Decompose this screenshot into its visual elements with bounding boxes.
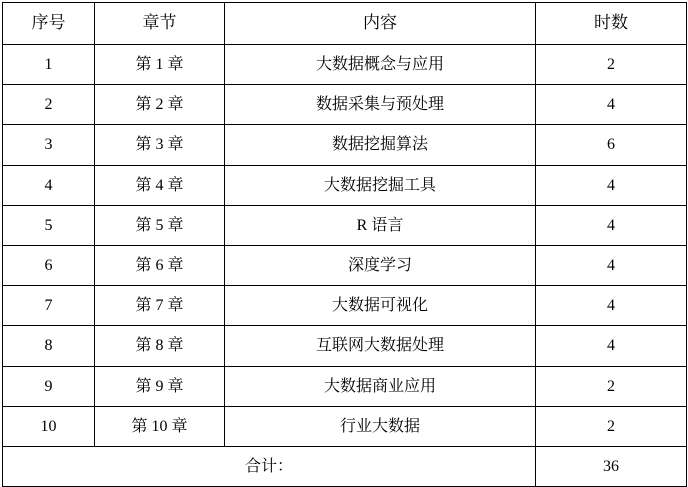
cell-chapter: 第 4 章	[95, 165, 225, 205]
cell-content: R 语言	[225, 205, 536, 245]
table-row	[3, 406, 687, 446]
header-cell-index: 序号	[3, 3, 95, 45]
table-body	[3, 3, 687, 487]
header-cell-content: 内容	[225, 3, 536, 45]
cell-content: 行业大数据	[225, 406, 536, 446]
cell-content: 数据挖掘算法	[225, 125, 536, 165]
cell-content: 深度学习	[225, 245, 536, 285]
table-row	[3, 165, 687, 205]
cell-index: 9	[3, 366, 95, 406]
cell-index: 2	[3, 85, 95, 125]
cell-hours: 4	[536, 326, 687, 366]
cell-chapter: 第 7 章	[95, 286, 225, 326]
cell-index: 4	[3, 165, 95, 205]
total-label: 合计：	[3, 446, 536, 486]
table-row	[3, 125, 687, 165]
table-row	[3, 205, 687, 245]
cell-content: 数据采集与预处理	[225, 85, 536, 125]
cell-hours: 4	[536, 165, 687, 205]
document-page	[0, 2, 688, 475]
cell-content: 互联网大数据处理	[225, 326, 536, 366]
cell-chapter: 第 10 章	[95, 406, 225, 446]
cell-index: 5	[3, 205, 95, 245]
cell-chapter: 第 1 章	[95, 45, 225, 85]
table-total-row	[3, 446, 687, 486]
table-row	[3, 45, 687, 85]
table-row	[3, 326, 687, 366]
table-row	[3, 366, 687, 406]
cell-hours: 4	[536, 245, 687, 285]
table-row	[3, 286, 687, 326]
cell-hours: 4	[536, 286, 687, 326]
cell-index: 6	[3, 245, 95, 285]
cell-hours: 2	[536, 366, 687, 406]
cell-chapter: 第 6 章	[95, 245, 225, 285]
cell-chapter: 第 8 章	[95, 326, 225, 366]
table-row	[3, 85, 687, 125]
cell-chapter: 第 2 章	[95, 85, 225, 125]
header-cell-hours: 时数	[536, 3, 687, 45]
cell-hours: 2	[536, 45, 687, 85]
cell-index: 7	[3, 286, 95, 326]
cell-chapter: 第 3 章	[95, 125, 225, 165]
cell-chapter: 第 9 章	[95, 366, 225, 406]
cell-hours: 4	[536, 85, 687, 125]
cell-content: 大数据挖掘工具	[225, 165, 536, 205]
cell-index: 8	[3, 326, 95, 366]
table-row	[3, 245, 687, 285]
cell-index: 10	[3, 406, 95, 446]
table-header-row	[3, 3, 687, 45]
cell-chapter: 第 5 章	[95, 205, 225, 245]
total-hours: 36	[536, 446, 687, 486]
header-cell-chapter: 章节	[95, 3, 225, 45]
cell-content: 大数据可视化	[225, 286, 536, 326]
cell-index: 3	[3, 125, 95, 165]
cell-hours: 2	[536, 406, 687, 446]
cell-hours: 4	[536, 205, 687, 245]
cell-content: 大数据商业应用	[225, 366, 536, 406]
cell-content: 大数据概念与应用	[225, 45, 536, 85]
cell-index: 1	[3, 45, 95, 85]
cell-hours: 6	[536, 125, 687, 165]
course-schedule-table	[2, 2, 687, 487]
